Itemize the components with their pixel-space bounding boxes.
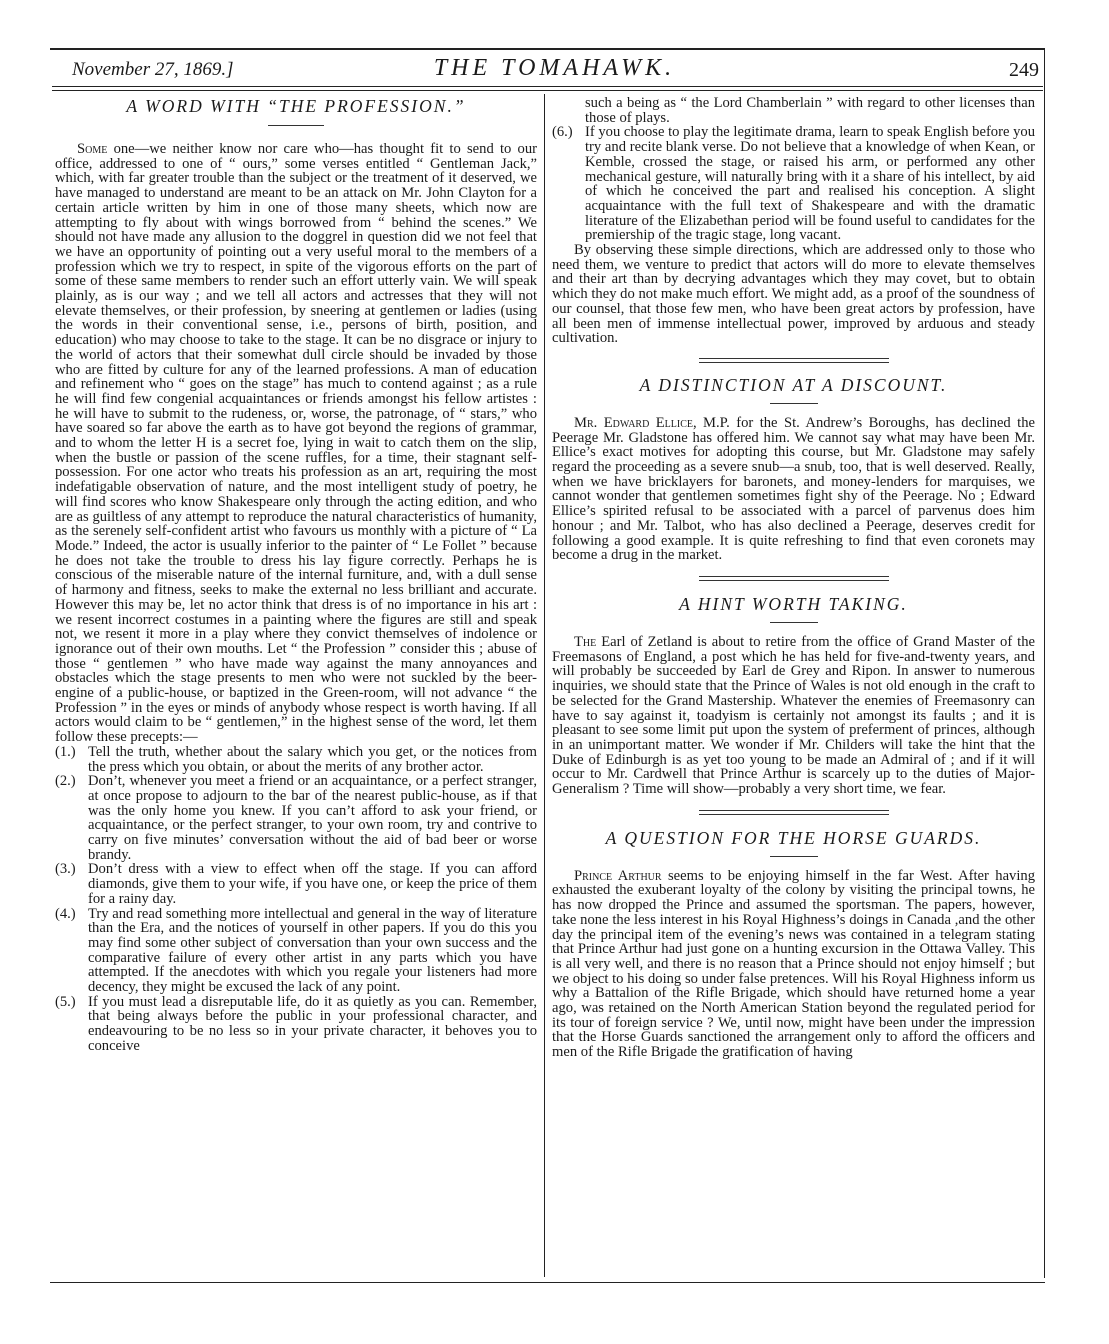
heading-underline [770,403,818,404]
article-heading: A WORD WITH “THE PROFESSION.” [126,96,466,116]
top-border-rule [50,48,1044,50]
article-heading: A DISTINCTION AT A DISCOUNT. [639,374,948,395]
precept-text: Don’t dress with a view to effect when off the stage. If you can afford diamonds, give them to your wife, if you have one, or keep the price of them for a rainy day. [88,861,537,907]
precept-number: (2.) [55,773,76,790]
precept-item [55,862,537,906]
article-heading: A HINT WORTH TAKING. [679,593,908,614]
header-rule-top [52,86,1043,87]
drop-cap: Prince Arthur [574,867,662,884]
section-separator [699,576,889,581]
article-text: one—we neither know nor care who—has thought fit to send to our office, addressed to one of “ ours,” some verses entitled “ Gentleman Jack,” which, with far greater trouble than the subject or the treatment of it deserved, we have managed to understand are meant to be an attack on Mr. John Clayton for a certain article written by him in one of those many sheets, which now are attempting to fly about with wings borrowed from “ behind the scenes.” We should not have made any allusion to the doggrel in question did we not feel that we have an opportunity of pointing out a very useful moral to the members of a profession which we try to respect, in spite of the vigorous efforts on the part of some of these same members to render such an effort utterly vain. We will speak plainly, as is our way ; and we tell all actors and actresses that they will not elevate themselves, or their profession, by sneering at gentlemen or ladies (using the words in their conventional sense, i.e., persons of birth, position, and education) who may choose to take to the stage. It can be no disgrace or injury to the world of actors that their somewhat dull circle should be invaded by those who are fitted by culture for any of the learned professions. A man of education and refinement who “ goes on the stage” has much to contend against ; as a rule he will find few congenial acquaintances or friends amongst his fellow artistes : he will have to submit to the rudeness, or, worse, the patronage, of “ stars,” who have soared so far above the earth as to have got beyond the regions of grammar, and to whom the letter H is a secret foe, lying in wait to catch them on the slip, when the bustle or passion of the scene ruffles, for a time, their stagnant self-possession. For one actor who treats his profession as an art, requiring the most indefatigable observation of nature, and the most intelligent study of poetry, he will find scores who know Shakespeare only through the acting edition, and who are as guiltless of any attempt to reproduce the natural characteristics of humanity, as the serenely self-confident artist who favours us monthly with a picture of “ La Mode.” Indeed, the actor is usually inferior to the painter of “ Le Follet ” because he does not take the trouble to dress his lay figure correctly. Perhaps he is conscious of the miserable nature of the internal furniture, and, with a dull sense of harmony and fitness, seeks to make the external no less brilliant and accurate. However this may be, let no actor think that dress is of no importance in his art : we resent incorrect costumes in a painting where the figures are still and speak not, we resent it more in a play where they convict themselves of indolence or ignorance out of their own mouths. Let “ the Profession ” consider this ; abuse of those “ gentlemen ” who have made way against the many annoyances and obstacles which the stage presents to men who were not suckled by the beer-engine of a public-house, or baptized in the Green-room, will not advance “ the Profession ” in the eyes or minds of anybody whose respect is worth having. If all actors would claim to be “ gentlemen,” in the highest sense of the word, let them follow these precepts:— [55,141,537,746]
precept-text: such a being as “ the Lord Chamberlain ” with regard to other licenses than those of plays. [585,95,1035,126]
right-border-rule [1044,48,1045,1278]
precept-list-continued [552,96,1035,243]
heading-underline [770,856,818,857]
section-separator [699,810,889,815]
header-rule-bottom [52,90,1043,91]
precept-number: (4.) [55,905,76,922]
masthead-title: THE TOMAHAWK. [433,55,676,81]
precept-text: Try and read something more intellectual and general in the way of literature than the Era, and the notices of yourself in other papers. If you do this you may find some other subject of conversation than your own success and the comparative failure of every other artist in any parts which you have attempted. If the anecdotes with which you regale your listeners had more decency, they might be excused the lack of any point. [88,905,537,996]
article-body [552,416,1035,563]
article-conclusion: By observing these simple directions, which are addressed only to those who need them, we venture to predict that actors will do more to elevate themselves and their art than by decrying advantages which they may covet, but to obtain which they do not make much effort. We might add, as a proof of the soundness of our counsel, that those few men, who have been great actors by profession, have all been men of immense intellectual power, improved by arduous and steady cultivation. [552,242,1035,347]
left-column [55,96,537,1054]
article-heading: A QUESTION FOR THE HORSE GUARDS. [605,827,982,848]
article-text: seems to be enjoying himself in the far West. After having exhausted the exuberant loyalty of the colony by visiting the principal towns, he has now dropped the Prince and assumed the sportsman. The papers, however, take none the less interest in his Royal Highness’s doings in Canada ,and the other day the principal item of the evening’s news was contained in a telegram stating that Prince Arthur had just gone on a hunting excursion in the Ottawa Valley. This is all very well, and there is no reason that a Prince should not enjoy himself ; but we object to his doing so under false pretences. Will his Royal Highness inform us why a Battalion of the Rifle Brigade, which should have returned home a year ago, was retained on the North American Station beyond the regulated period for its tour of foreign service ? We, until now, might have been under the impression that the Horse Guards sanctioned the arrangement only to afford the officers and men of the Rifle Brigade the gratification of having [552,867,1035,1061]
precept-text: If you must lead a disreputable life, do it as quietly as you can. Remember, that being always before the public in your professional character, and endeavouring to be no less so in your private character, it behoves you to conceive [88,993,537,1054]
bottom-border-rule [50,1282,1045,1283]
section-separator [699,358,889,363]
article-body [55,142,537,745]
drop-cap: Some [77,141,108,157]
precept-item [55,774,537,862]
precept-text: Don’t, whenever you meet a friend or an acquaintance, or a perfect stranger, at once propose to adjourn to the bar of the nearest public-house, as if that was the only home you knew. If you can’t afford to ask your friend, or acquaintance, or the perfect stranger, to your own room, try and contrive to carry on five minutes’ conversation without the aid of bad beer or worse brandy. [88,773,537,863]
precept-number: (1.) [55,743,76,760]
article-text: M.P. for the St. Andrew’s Boroughs, has declined the Peerage Mr. Gladstone has offered him. We cannot say what may have been Mr. Ellice’s exact motives for adopting this course, but Mr. Gladstone may safely regard the proceeding as a severe snub—a snub, too, that is well deserved. Really, when we have bricklayers for baronets, and money-lenders for marquises, we cannot wonder that gentlemen sometimes fight shy of the Peerage. No ; Edward Ellice’s spirited refusal to be associated with a parcel of parvenus does him honour ; and Mr. Talbot, who has also declined a Peerage, deserves credit for following a good example. It is quite refreshing to find that even coronets may become a drug in the market. [552,414,1035,564]
precept-item [55,745,537,774]
article-text: Earl of Zetland is about to retire from the office of Grand Master of the Freemasons of England, a post which he has held for five-and-twenty years, and will probably be succeeded by Earl de Grey and Ripon. In answer to numerous inquiries, we should state that the Prince of Wales is not old enough in the craft to be selected for the Grand Mastership. Whatever the enemies of Freemasonry can have to say against it, toadyism is certainly not amongst its faults ; and it is pleasant to see some limit put upon the system of preferment of princes, although in an unimportant matter. We wonder if Mr. Childers will take the hint that the Duke of Edinburgh is as yet too young to be made an Admiral of ; and if it will occur to Mr. Cardwell that Prince Arthur is scarcely up to the duties of Major-Generalism ? Time will show—probably a very short time, we fear. [552,633,1035,798]
article-body [552,869,1035,1060]
issue-date: November 27, 1869.] [72,59,234,80]
heading-underline [268,125,324,126]
precept-item [55,907,537,995]
article-body [552,635,1035,797]
heading-underline [770,622,818,623]
precept-number: (3.) [55,861,76,878]
precept-item [55,995,537,1054]
precept-text: Tell the truth, whether about the salary which you get, or the notices from the press which you obtain, or about the merits of any brother actor. [88,743,537,775]
precept-item [552,125,1035,243]
precept-text: If you choose to play the legitimate drama, learn to speak English before you try and recite blank verse. Do not believe that a knowledge of when Kean, or Kemble, crossed the stage, or raised his arm, or performed any other mechanical gesture, will naturally bring with it a share of his intellect, by aid of which he conceived the part and realised his conception. A slight acquaintance with the full text of Shakespeare and with the dramatic literature of the Elizabethan period will be found useful to candidates for the premiership of the tragic stage, long vacant. [585,124,1035,244]
precept-continuation [552,96,1035,125]
page-number: 249 [1009,59,1039,81]
right-column [552,96,1035,1060]
precept-number: (5.) [55,993,76,1010]
drop-cap: Mr. Edward Ellice, [574,414,697,431]
precept-list [55,745,537,1054]
column-divider [544,94,545,1277]
drop-cap: The [574,633,597,650]
precept-number: (6.) [552,124,573,141]
